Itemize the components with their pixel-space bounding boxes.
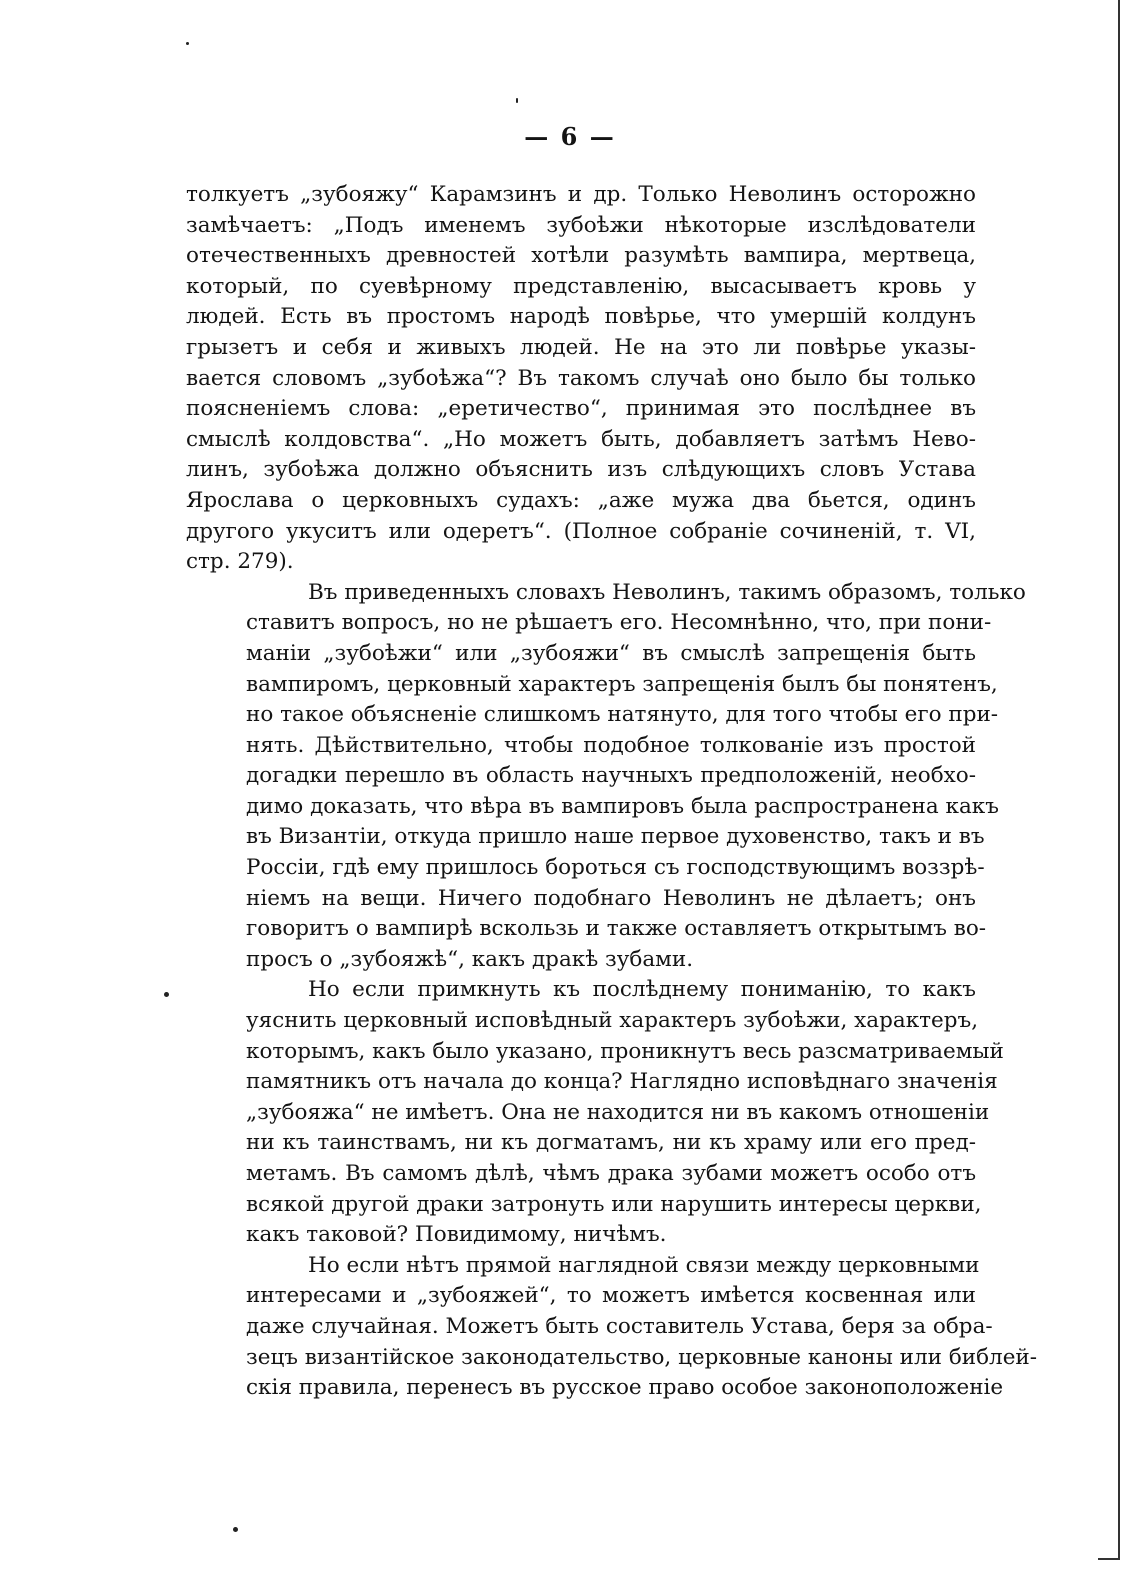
text-line: Но если нѣтъ прямой наглядной связи между церковными	[308, 1252, 980, 1278]
text-line: грызетъ и себя и живыхъ людей. Не на это ли повѣрье указы-	[186, 334, 976, 360]
text-line: метамъ. Въ самомъ дѣлѣ, чѣмъ драка зубами можетъ особо отъ	[246, 1161, 976, 1186]
text-line: Въ приведенныхъ словахъ Неволинъ, такимъ образомъ, только	[308, 579, 1026, 605]
text-line: вается словомъ „зубоѣжа“? Въ такомъ случаѣ оно было бы только	[186, 365, 976, 391]
body-text	[186, 180, 1038, 1404]
text-line: догадки перешло въ область научныхъ предположеній, необхо-	[246, 763, 976, 789]
page-number: — 6 —	[524, 122, 616, 151]
text-line: всякой другой драки затронуть или нарушить интересы церкви,	[246, 1191, 982, 1217]
text-line: поясненіемъ слова: „еретичество“, принимая это послѣднее въ	[186, 396, 976, 422]
text-line: зецъ византійское законодательство, церковные каноны или библей-	[246, 1344, 1038, 1370]
text-line: въ Византіи, откуда пришло наше первое духовенство, такъ и въ	[246, 824, 985, 850]
text-line: которымъ, какъ было указано, проникнутъ весь разсматриваемый	[246, 1038, 1004, 1064]
text-line: говоритъ о вампирѣ вскользь и также оставляетъ открытымъ во-	[246, 916, 987, 942]
specks	[186, 42, 189, 45]
text-line: Россіи, гдѣ ему пришлось бороться съ господствующимъ воззрѣ-	[246, 855, 985, 881]
text-line: другого укуситъ или одеретъ“. (Полное собраніе сочиненій, т. VI,	[186, 518, 976, 544]
text-line: стр. 279).	[186, 549, 294, 575]
text-line: Но если примкнуть къ послѣднему пониманію, то какъ	[308, 977, 976, 1003]
text-line: но такое объясненіе слишкомъ натянуто, для того чтобы его при-	[246, 702, 999, 728]
page-edge-foot	[1098, 1558, 1120, 1560]
text-line: смыслѣ колдовства“. „Но можетъ быть, добавляетъ затѣмъ Нево-	[186, 426, 976, 452]
specks	[516, 98, 518, 103]
paragraph-3	[186, 975, 1004, 1250]
paragraph-1	[186, 180, 976, 578]
text-line: какъ таковой? Повидимому, ничѣмъ.	[246, 1222, 667, 1248]
text-line: линъ, зубоѣжа должно объяснить изъ слѣдующихъ словъ Устава	[186, 457, 976, 483]
text-line: памятникъ отъ начала до конца? Наглядно исповѣднаго значенія	[246, 1069, 998, 1095]
paragraph-2	[186, 578, 1026, 976]
text-line: толкуетъ „зубояжу“ Карамзинъ и др. Только Неволинъ осторожно	[186, 182, 976, 207]
text-line: Ярослава о церковныхъ судахъ: „аже мужа два бьется, одинъ	[186, 487, 976, 513]
text-line: скія правила, перенесъ въ русское право особое законоположеніе	[246, 1375, 1004, 1401]
text-line: просъ о „зубояжѣ“, какъ дракѣ зубами.	[246, 946, 694, 972]
text-line: ставитъ вопросъ, но не рѣшаетъ его. Несомнѣнно, что, при пони-	[246, 610, 992, 636]
text-line: вампиромъ, церковный характеръ запрещенія былъ бы понятенъ,	[246, 671, 998, 697]
text-line: ни къ таинствамъ, ни къ догматамъ, ни къ храму или его пред-	[246, 1130, 976, 1156]
specks	[233, 1527, 238, 1532]
text-line: даже случайная. Можетъ быть составитель Устава, беря за обра-	[246, 1313, 993, 1339]
paragraph-4	[186, 1251, 1038, 1404]
page-edge-line	[1118, 0, 1120, 1560]
text-line: маніи „зубоѣжи“ или „зубояжи“ въ смыслѣ запрещенія быть	[246, 640, 976, 666]
text-line: нять. Дѣйствительно, чтобы подобное толкованіе изъ простой	[246, 732, 976, 758]
text-line: отечественныхъ древностей хотѣли разумѣть вампира, мертвеца,	[186, 243, 976, 269]
text-line: „зубояжа“ не имѣетъ. Она не находится ни въ какомъ отношеніи	[246, 1099, 990, 1125]
text-line: людей. Есть въ простомъ народѣ повѣрье, что умершій колдунъ	[186, 304, 976, 330]
text-line: который, по суевѣрному представленію, высасываетъ кровь у	[186, 273, 976, 299]
text-line: ніемъ на вещи. Ничего подобнаго Неволинъ не дѣлаетъ; онъ	[246, 885, 976, 911]
text-line: уяснить церковный исповѣдный характеръ зубоѣжи, характеръ,	[246, 1008, 979, 1034]
text-line: димо доказать, что вѣра въ вампировъ была распространена какъ	[246, 793, 999, 819]
specks	[164, 992, 169, 997]
text-line: замѣчаетъ: „Подъ именемъ зубоѣжи нѣкоторые изслѣдователи	[186, 212, 976, 238]
text-line: интересами и „зубояжей“, то можетъ имѣется косвенная или	[246, 1283, 976, 1309]
